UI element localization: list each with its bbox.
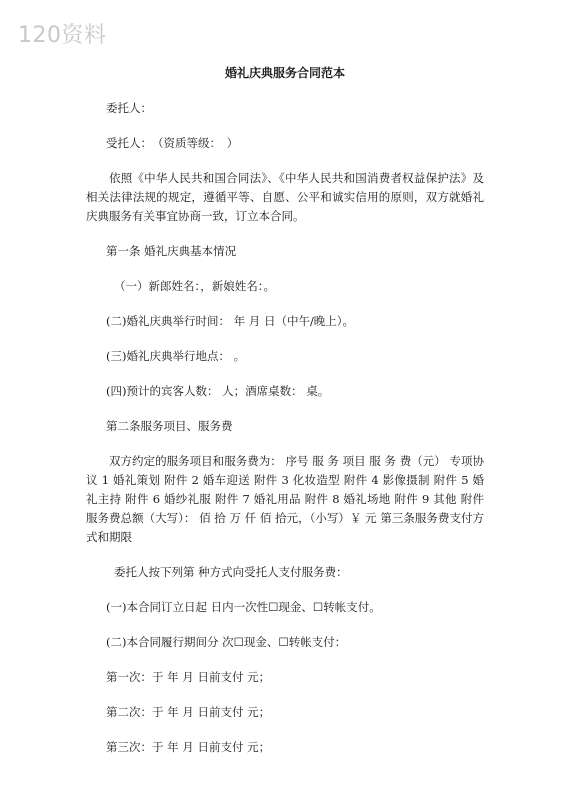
paragraph-payment-installments: (二)本合同履行期间分 次☐现金、☐转帐支付： [106,635,347,649]
paragraph-payment-method: 委托人按下列第 种方式向受托人支付服务费： [114,565,348,579]
paragraph-installment-1: 第一次：于 年 月 日前支付 元； [106,670,271,684]
paragraph-installment-3: 第三次：于 年 月 日前支付 元； [106,740,271,754]
paragraph-client: 委托人： [106,101,152,115]
watermark-logo: 120资料 [18,23,107,48]
paragraph-services: 双方约定的服务项目和服务费为： 序号 服 务 项目 服 务 费（元） 专项协议 1 婚礼策划 附件 2 婚车迎送 附件 3 化妆造型 附件 4 影像摄制 附件 5 婚礼主持 附件 6 婚纱礼服 附件 7 婚礼用品 附件 8 婚礼场地 附件 9 其他 附件 服务费总额（大写）： 佰 拾 万 仟 佰 拾元，（小写）￥ 元 第三条服务费支付方式和期限 [86,454,484,544]
paragraph-location: (三)婚礼庆典举行地点： 。 [106,349,246,363]
article-1-heading: 第一条 婚礼庆典基本情况 [106,244,237,258]
document-page [86,64,484,757]
paragraph-names: （一）新郎姓名：，新娘姓名：。 [114,279,275,293]
paragraph-time: (二)婚礼庆典举行时间： 年 月 日（中午/晚上）。 [106,314,355,328]
document-title: 婚礼庆典服务合同范本 [224,66,345,80]
paragraph-trustee: 受托人： （资质等级： ） [106,136,239,150]
paragraph-payment-once: (一)本合同订立日起 日内一次性☐现金、☐转帐支付。 [106,600,381,614]
article-2-heading: 第二条服务项目、服务费 [106,419,233,433]
paragraph-preamble: 依照《中华人民共和国合同法》、《中华人民共和国消费者权益保护法》及相关法律法规的规定，遵循平等、自愿、公平和诚实信用的原则，双方就婚礼庆典服务有关事宜协商一致，订立本合同。 [86,171,484,223]
paragraph-guests: (四)预计的宾客人数： 人；酒席桌数： 桌。 [106,384,330,398]
paragraph-installment-2: 第二次：于 年 月 日前支付 元； [106,705,271,719]
